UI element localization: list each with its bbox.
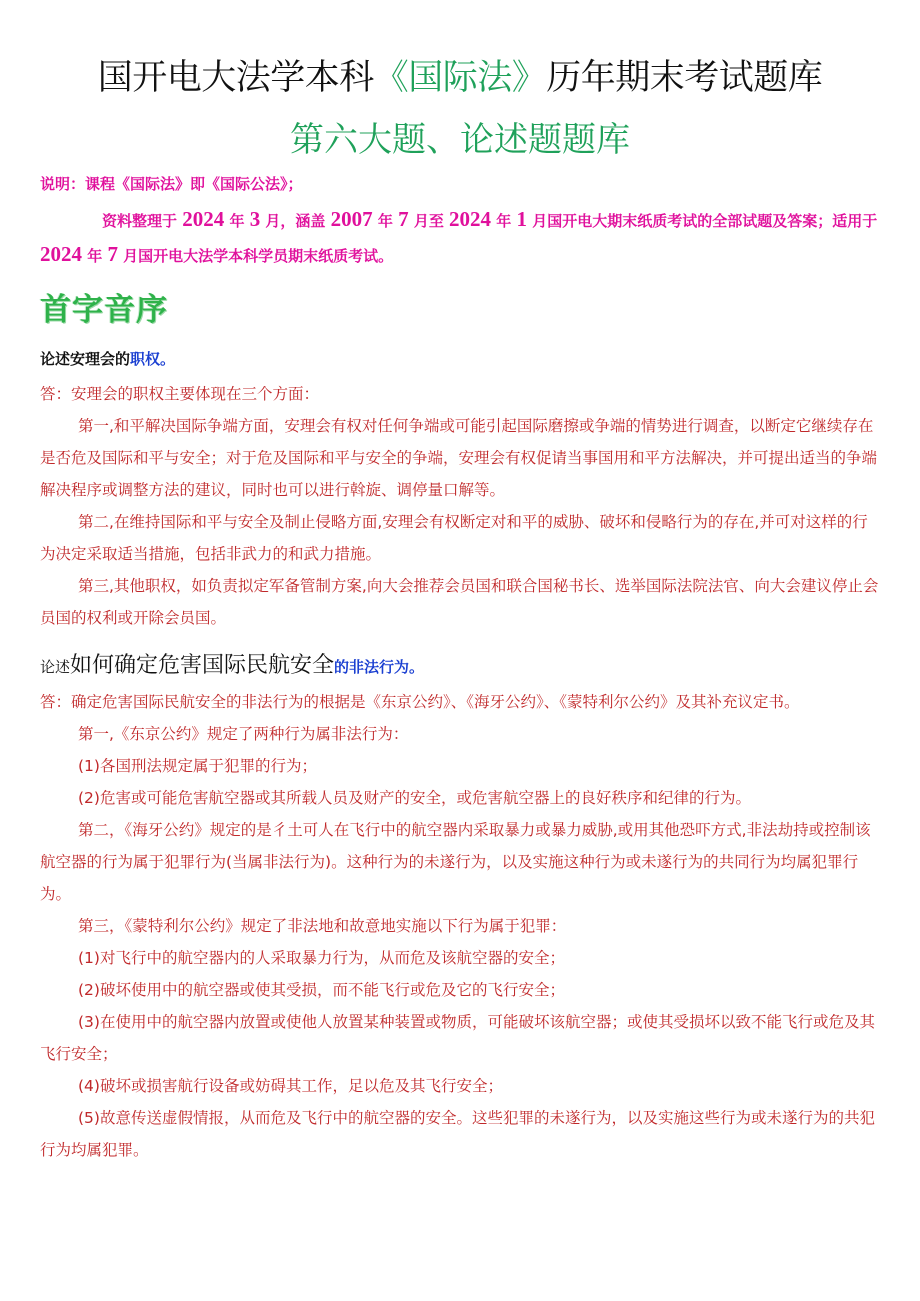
answer-paragraph: (4)破坏或损害航行设备或妨碍其工作，足以危及其飞行安全； xyxy=(78,1077,503,1095)
note-text: 月国开电大法学本科学员期末纸质考试。 xyxy=(117,247,394,265)
note-year: 2007 xyxy=(330,207,373,231)
question-keyword: 职权。 xyxy=(130,350,176,368)
note-month: 1 xyxy=(516,207,527,231)
answer-paragraph: (1)各国刑法规定属于犯罪的行为； xyxy=(78,757,317,775)
question-2-title xyxy=(40,648,424,679)
note-text: 年 xyxy=(491,212,517,230)
note-line-1: 说明：课程《国际法》即《国际公法》； xyxy=(40,175,303,193)
question-2-answer xyxy=(40,686,882,1166)
note-text: 月，涵盖 xyxy=(260,212,331,230)
note-text: 年 xyxy=(224,212,250,230)
note-year: 2024 xyxy=(182,207,225,231)
answer-paragraph: (2)破坏使用中的航空器或使其受损，而不能飞行或危及它的飞行安全； xyxy=(78,981,565,999)
title-prefix: 国开电大法学本科 xyxy=(97,58,374,98)
note-month: 7 xyxy=(398,207,409,231)
answer-paragraph: 第三，《蒙特利尔公约》规定了非法地和故意地实施以下行为属于犯罪： xyxy=(78,917,567,935)
note-month: 7 xyxy=(107,242,118,266)
note-text: 资料整理于 xyxy=(102,212,183,230)
note-year: 2024 xyxy=(40,242,82,266)
question-text: 论述 xyxy=(40,658,71,676)
answer-paragraph: 第三,其他职权，如负责拟定军备管制方案,向大会推荐会员国和联合国秘书长、选举国际法院法官、向大会建议停止会员国的权利或开除会员国。 xyxy=(40,577,879,627)
answer-paragraph: (2)危害或可能危害航空器或其所载人员及财产的安全，或危害航空器上的良好秩序和纪律的行为。 xyxy=(78,789,751,807)
question-1-answer xyxy=(40,378,882,634)
answer-paragraph: 答：安理会的职权主要体现在三个方面： xyxy=(40,385,320,403)
answer-paragraph: (3)在使用中的航空器内放置或使他人放置某种装置或物质，可能破坏该航空器；或使其受损坏以致不能飞行或危及其飞行安全； xyxy=(40,1013,875,1063)
note-line-2 xyxy=(40,203,882,273)
note-text: 月至 xyxy=(408,212,450,230)
title-suffix: 历年期末考试题库 xyxy=(546,58,823,98)
answer-paragraph: 第一,《东京公约》规定了两种行为属非法行为： xyxy=(78,725,409,743)
answer-paragraph: 第一,和平解决国际争端方面，安理会有权对任何争端或可能引起国际磨擦或争端的情势进行调查，以断定它继续存在是否危及国际和平与安全；对于危及国际和平与安全的争端，安理会有权促请当事国用和平方法解决，并可提出适当的争端解决程序或调整方法的建议，同时也可以进行斡旋、调停量口解等。 xyxy=(40,417,878,499)
note-text: 月国开电大期末纸质考试的全部试题及答案；适用于 xyxy=(527,212,878,230)
question-text-large: 如何确定危害国际民航安全 xyxy=(70,653,335,678)
answer-paragraph: 答：确定危害国际民航安全的非法行为的根据是《东京公约》、《海牙公约》、《蒙特利尔公约》及其补充议定书。 xyxy=(40,693,800,711)
note-year: 2024 xyxy=(449,207,492,231)
note-text: 年 xyxy=(372,212,399,230)
question-text: 论述安理会的 xyxy=(40,350,131,368)
document-title xyxy=(0,50,920,100)
question-keyword: 的非法行为。 xyxy=(334,658,425,676)
note-month: 3 xyxy=(249,207,261,231)
answer-paragraph: (5)故意传送虚假情报，从而危及飞行中的航空器的安全。这些犯罪的未遂行为，以及实施这些行为或未遂行为的共犯行为均属犯罪。 xyxy=(40,1109,875,1159)
answer-paragraph: 第二，《海牙公约》规定的是彳土可人在飞行中的航空器内采取暴力或暴力威胁,或用其他恐吓方式,非法劫持或控制该航空器的行为属于犯罪行为(当属非法行为)。这种行为的未遂行为，以及实施这种行为或未遂行为的共同行为均属犯罪行为。 xyxy=(40,821,871,903)
document-subtitle: 第六大题、论述题题库 xyxy=(290,120,630,160)
section-heading: 首字音序 xyxy=(40,292,168,328)
title-course-name: 《国际法》 xyxy=(373,58,547,98)
note-text: 年 xyxy=(82,247,108,265)
answer-paragraph: (1)对飞行中的航空器内的人采取暴力行为，从而危及该航空器的安全； xyxy=(78,949,565,967)
answer-paragraph: 第二,在维持国际和平与安全及制止侵略方面,安理会有权断定对和平的威胁、破坏和侵略行为的存在,并可对这样的行为决定采取适当措施，包括非武力的和武力措施。 xyxy=(40,513,868,563)
question-1-title xyxy=(40,348,175,369)
